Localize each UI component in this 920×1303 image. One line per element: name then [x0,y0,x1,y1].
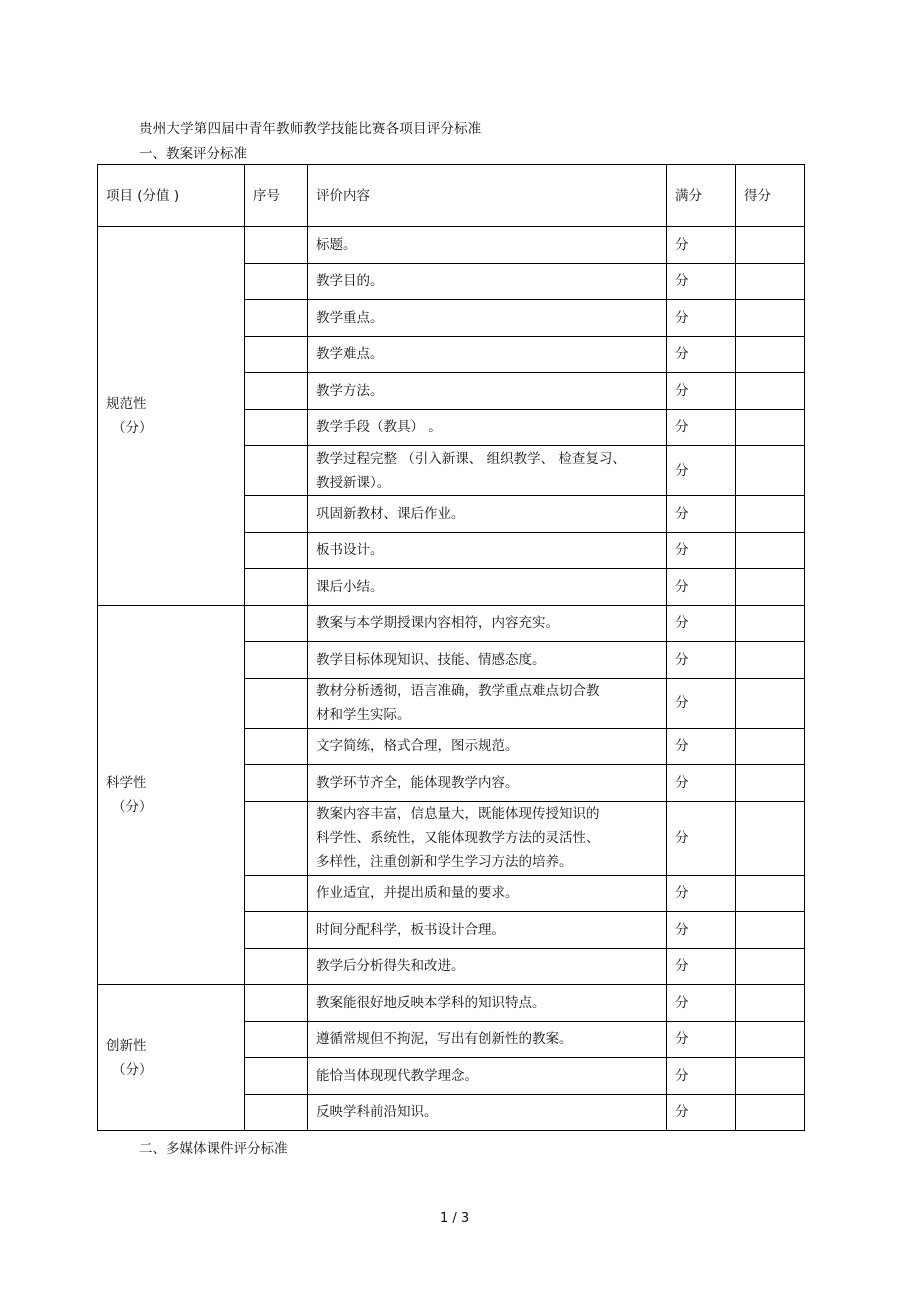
row-number-cell [245,912,308,949]
header-no: 序号 [245,165,308,227]
score-input-cell[interactable] [736,263,805,300]
max-score-cell: 分 [667,728,736,765]
score-input-cell[interactable] [736,605,805,642]
row-number-cell [245,263,308,300]
criterion-content: 文字简练，格式合理，图示规范。 [308,728,667,765]
max-score-cell: 分 [667,801,736,875]
max-score-cell: 分 [667,678,736,728]
score-input-cell[interactable] [736,1094,805,1131]
score-input-cell[interactable] [736,985,805,1022]
row-number-cell [245,948,308,985]
score-input-cell[interactable] [736,496,805,533]
category-cell [98,227,245,606]
criterion-content: 教案能很好地反映本学科的知识特点。 [308,985,667,1022]
score-input-cell[interactable] [736,227,805,264]
max-score-cell: 分 [667,227,736,264]
criterion-content: 教学环节齐全，能体现教学内容。 [308,765,667,802]
max-score-cell: 分 [667,605,736,642]
section-heading-multimedia: 二、多媒体课件评分标准 [139,1141,288,1157]
score-input-cell[interactable] [736,409,805,446]
criterion-content: 教学过程完整 （引入新课、 组织教学、 检查复习、 教授新课）。 [308,446,667,496]
max-score-cell: 分 [667,985,736,1022]
table-row [98,985,805,1022]
row-number-cell [245,728,308,765]
row-number-cell [245,765,308,802]
criterion-content: 巩固新教材、课后作业。 [308,496,667,533]
page-number: 1 / 3 [440,1211,470,1226]
score-input-cell[interactable] [736,948,805,985]
max-score-cell: 分 [667,409,736,446]
criterion-content: 教学手段（教具） 。 [308,409,667,446]
row-number-cell [245,300,308,337]
criterion-content: 教学目的。 [308,263,667,300]
header-item: 项目 (分值 ) [98,165,245,227]
criterion-content: 教学重点。 [308,300,667,337]
row-number-cell [245,801,308,875]
score-input-cell[interactable] [736,875,805,912]
category-unit: （分） [112,419,153,436]
score-input-cell[interactable] [736,912,805,949]
row-number-cell [245,227,308,264]
score-input-cell[interactable] [736,801,805,875]
criterion-content: 板书设计。 [308,532,667,569]
header-content: 评价内容 [308,165,667,227]
score-input-cell[interactable] [736,373,805,410]
criterion-content: 教学方法。 [308,373,667,410]
criterion-content: 反映学科前沿知识。 [308,1094,667,1131]
criterion-content: 作业适宜，并提出质和量的要求。 [308,875,667,912]
score-input-cell[interactable] [736,1021,805,1058]
max-score-cell: 分 [667,1094,736,1131]
criterion-content: 能恰当体现现代教学理念。 [308,1058,667,1095]
max-score-cell: 分 [667,496,736,533]
header-score: 得分 [736,165,805,227]
category-name: 科学性 [106,774,147,791]
category-name: 规范性 [106,395,147,412]
criterion-content: 标题。 [308,227,667,264]
criterion-content: 教案内容丰富，信息量大，既能体现传授知识的 科学性、系统性，又能体现教学方法的灵活性、 多样性，注重创新和学生学习方法的培养。 [308,801,667,875]
row-number-cell [245,605,308,642]
max-score-cell: 分 [667,912,736,949]
max-score-cell: 分 [667,300,736,337]
table-row [98,605,805,642]
criterion-content: 时间分配科学，板书设计合理。 [308,912,667,949]
score-input-cell[interactable] [736,300,805,337]
row-number-cell [245,678,308,728]
max-score-cell: 分 [667,1021,736,1058]
row-number-cell [245,532,308,569]
score-input-cell[interactable] [736,532,805,569]
max-score-cell: 分 [667,875,736,912]
row-number-cell [245,1058,308,1095]
criterion-content: 教学目标体现知识、技能、情感态度。 [308,642,667,679]
score-input-cell[interactable] [736,642,805,679]
max-score-cell: 分 [667,263,736,300]
criterion-content: 课后小结。 [308,569,667,606]
row-number-cell [245,642,308,679]
table-row [98,227,805,264]
row-number-cell [245,985,308,1022]
category-unit: （分） [112,1061,153,1078]
table-header-row [98,165,805,227]
row-number-cell [245,446,308,496]
criterion-content: 教材分析透彻，语言准确，教学重点难点切合教 材和学生实际。 [308,678,667,728]
row-number-cell [245,373,308,410]
max-score-cell: 分 [667,446,736,496]
score-input-cell[interactable] [736,569,805,606]
row-number-cell [245,496,308,533]
header-max: 满分 [667,165,736,227]
score-input-cell[interactable] [736,1058,805,1095]
category-cell [98,985,245,1131]
category-unit: （分） [112,798,153,815]
max-score-cell: 分 [667,569,736,606]
criterion-content: 遵循常规但不拘泥，写出有创新性的教案。 [308,1021,667,1058]
max-score-cell: 分 [667,1058,736,1095]
score-input-cell[interactable] [736,728,805,765]
row-number-cell [245,1021,308,1058]
criterion-content: 教案与本学期授课内容相符，内容充实。 [308,605,667,642]
category-cell [98,605,245,985]
max-score-cell: 分 [667,948,736,985]
section-heading-lesson-plan: 一、教案评分标准 [139,146,247,162]
criterion-content: 教学后分析得失和改进。 [308,948,667,985]
row-number-cell [245,336,308,373]
row-number-cell [245,1094,308,1131]
score-input-cell[interactable] [736,336,805,373]
score-input-cell[interactable] [736,678,805,728]
max-score-cell: 分 [667,373,736,410]
row-number-cell [245,409,308,446]
row-number-cell [245,569,308,606]
max-score-cell: 分 [667,532,736,569]
category-name: 创新性 [106,1037,147,1054]
criterion-content: 教学难点。 [308,336,667,373]
scoring-table [97,164,805,1131]
max-score-cell: 分 [667,765,736,802]
max-score-cell: 分 [667,336,736,373]
row-number-cell [245,875,308,912]
score-input-cell[interactable] [736,446,805,496]
max-score-cell: 分 [667,642,736,679]
score-input-cell[interactable] [736,765,805,802]
document-title: 贵州大学第四届中青年教师教学技能比赛各项目评分标准 [139,121,482,137]
